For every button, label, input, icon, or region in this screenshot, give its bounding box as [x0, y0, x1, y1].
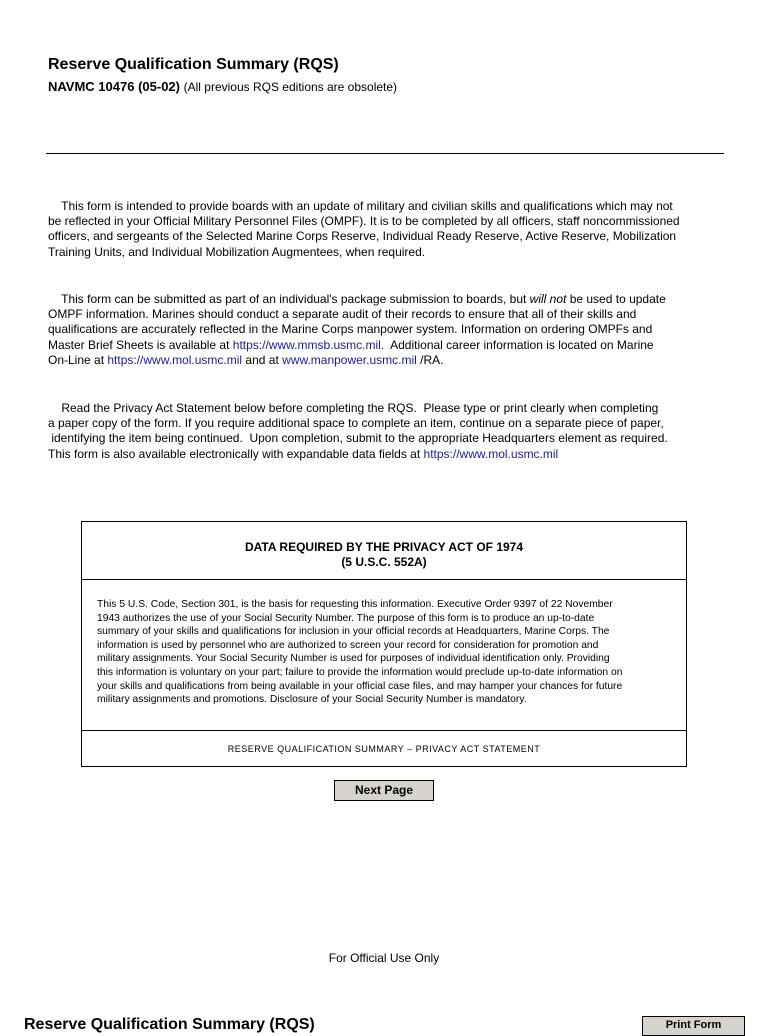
text-line: your skills and qualifications from being available in your official case files, and may hamper your chances for future [97, 680, 623, 692]
text-line [48, 353, 728, 368]
text-line: qualifications are accurately reflected in the Marine Corps manpower system. Information on ordering OMPFs and [48, 322, 653, 337]
page-title: Reserve Qualification Summary (RQS) [48, 56, 339, 73]
mmsb-link[interactable]: https://www.mmsb.usmc.mil. [232, 337, 385, 352]
privacy-act-citation: (5 U.S.C. 552A) [341, 555, 427, 569]
text-line: This 5 U.S. Code, Section 301, is the basis for requesting this information. Executive Order 9397 of 22 November [97, 599, 613, 610]
privacy-act-title: DATA REQUIRED BY THE PRIVACY ACT OF 1974 [244, 540, 524, 554]
text-segment: This form is also available electronically with expandable data fields at [48, 446, 424, 461]
manpower-link[interactable]: www.manpower.usmc.mil [282, 352, 417, 367]
intro-paragraph-2 [48, 292, 728, 368]
text-segment: Master Brief Sheets is available at [48, 337, 233, 352]
form-number-line [48, 79, 397, 94]
text-line: military assignments and promotions. Disclosure of your Social Security Number is mandatory. [97, 694, 527, 706]
edition-note: (All previous RQS editions are obsolete) [183, 80, 398, 94]
intro-paragraph-1 [48, 199, 728, 260]
text-line: officers, and sergeants of the Selected Marine Corps Reserve, Individual Ready Reserve, Active Reserve, Mobilization [48, 229, 677, 244]
text-line: a paper copy of the form. If you require additional space to complete an item, continue on a separate piece of paper, [48, 416, 664, 431]
text-line: this information is voluntary on your part; failure to provide the information would preclude up-to-date information on [97, 666, 623, 678]
text-line: military assignments. Your Social Security Number is used for purposes of individual identification only. Providing [97, 653, 610, 665]
text-line [48, 338, 728, 353]
text-segment: Additional career information is located on Marine [384, 337, 654, 352]
text-line: Read the Privacy Act Statement below before completing the RQS. Please type or print clearly when completing [48, 401, 659, 415]
text-line: be reflected in your Official Military Personnel Files (OMPF). It is to be completed by all officers, staff noncommissioned [48, 214, 680, 229]
text-line: 1943 authorizes the use of your Social Security Number. The purpose of this form is to produce an up-to-date [97, 612, 595, 624]
text-line [48, 447, 728, 462]
privacy-act-box [81, 521, 687, 767]
text-line: OMPF information. Marines should conduct a separate audit of their records to ensure that all of their skills and [48, 307, 637, 322]
text-line: Training Units, and Individual Mobilization Augmentees, when required. [48, 244, 426, 259]
emphasis-text: will not [529, 292, 567, 306]
form-number: NAVMC 10476 (05-02) [48, 79, 180, 94]
next-page-title: Reserve Qualification Summary (RQS) [24, 1016, 315, 1033]
header-divider [46, 153, 724, 154]
text-segment: be used to update [566, 292, 666, 306]
text-line: summary of your skills and qualifications for inclusion in your official records at Headquarters, Marine Corps. The [97, 626, 610, 638]
text-segment: On-Line at [48, 352, 108, 367]
text-line: information is used by personnel who are authorized to screen your record for consideration for promotion and [97, 639, 599, 651]
mol-link[interactable]: https://www.mol.usmc.mil [107, 352, 243, 367]
print-form-button[interactable]: Print Form [642, 1016, 745, 1036]
text-line: This form is intended to provide boards with an update of military and civilian skills and qualifications which may not [48, 199, 673, 213]
official-use-footer: For Official Use Only [328, 951, 440, 965]
text-segment: This form can be submitted as part of an individual's package submission to boards, but [48, 292, 530, 306]
privacy-act-heading [82, 522, 686, 580]
next-page-button[interactable]: Next Page [334, 780, 434, 801]
text-segment: /RA. [416, 352, 444, 367]
privacy-act-statement [97, 598, 677, 707]
privacy-act-footer: RESERVE QUALIFICATION SUMMARY – PRIVACY ACT STATEMENT [82, 730, 686, 768]
text-line: identifying the item being continued. Upon completion, submit to the appropriate Headquarters element as required. [48, 431, 668, 446]
text-segment: and at [242, 352, 283, 367]
intro-paragraph-3 [48, 401, 728, 462]
mol-link-2[interactable]: https://www.mol.usmc.mil [423, 446, 559, 461]
text-line [48, 292, 728, 307]
